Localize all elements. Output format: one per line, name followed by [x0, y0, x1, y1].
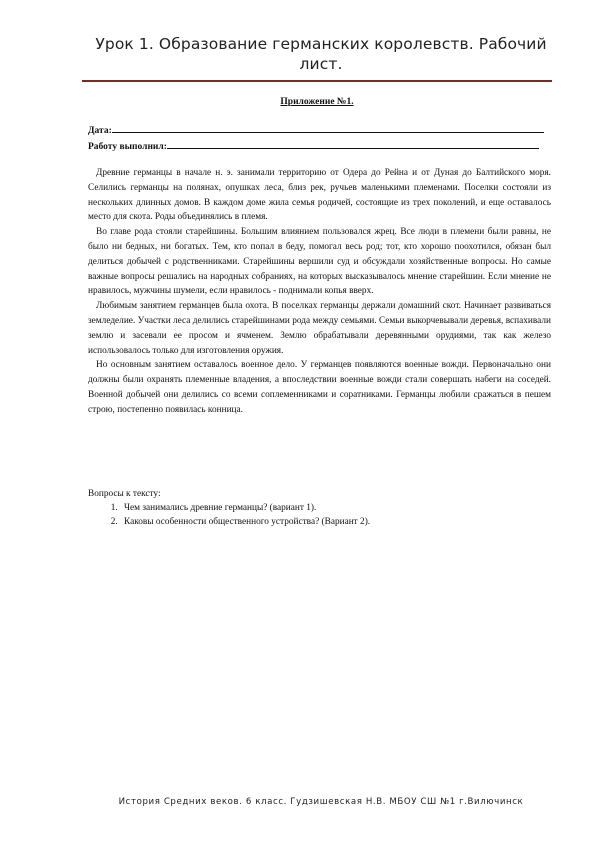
student-name-field	[88, 139, 539, 152]
paragraph: Любимым занятием германцев была охота. В поселках германцы держали домашний скот. Начинает развиваться земледелие. Участки леса делились старейшинами рода между семьями. Семьи выкорчевывали деревья, вспахивали землю и засевали ее просом и ячменем. Землю обрабатывали деревянными орудиями, так как железо использовалось только для изготовления оружия.	[88, 301, 551, 356]
date-field	[88, 123, 544, 136]
reading-text	[88, 166, 551, 418]
date-label: Дата:	[88, 126, 112, 136]
page-title: Урок 1. Образование германских королевств. Рабочий лист.	[95, 35, 547, 73]
questions-section	[88, 487, 551, 529]
date-fill-line[interactable]	[112, 123, 544, 133]
header-divider	[82, 80, 552, 82]
appendix-label: Приложение №1.	[280, 97, 354, 107]
page-footer: История Средних веков. 6 класс. Гудзишевская Н.В. МБОУ СШ №1 г.Вилючинск	[118, 797, 524, 807]
paragraph: Древние германцы в начале н. э. занимали территорию от Одера до Рейна и от Дуная до Балтийского моря. Селились германцы на полянах, опушках леса, близ рек, ручьев маленькими племенами. Поселки состояли из нескольких длинных домов. В каждом доме жила семья родичей, состоящие из трех поколений, и еще оставалось место для скота. Роды объединялись в племя.	[88, 168, 551, 223]
questions-heading: Вопросы к тексту:	[88, 489, 161, 499]
student-name-label: Работу выполнил:	[88, 142, 167, 152]
questions-list	[88, 501, 551, 529]
paragraph: Но основным занятием оставалось военное дело. У германцев появляются военные вожди. Первоначально они должны были охранять племенные владения, а впоследствии военные вожди стали совершать набеги на соседей. Военной добычей они делились со всеми соплеменниками и соратниками. Германцы любили сражаться в пешем строю, постепенно появилась конница.	[88, 360, 551, 415]
question-item: 1. Чем занимались древние германцы? (вариант 1).	[120, 501, 551, 515]
student-name-fill-line[interactable]	[167, 139, 539, 149]
paragraph: Во главе рода стояли старейшины. Большим влиянием пользовался жрец. Все люди в племени были равны, не было ни бедных, ни богатых. Тем, кто попал в беду, помогал весь род; тот, кто хорошо поохотился, обязан был делиться добычей с родственниками. Старейшины вершили суд и обсуждали хозяйственные вопросы. Но самые важные вопросы решались на народных собраниях, на которых высказывалось мнение старейшин. Если мнение не нравилось, мужчины шумели, если нравилось - поднимали копья вверх.	[88, 227, 551, 297]
question-item: 2. Каковы особенности общественного устройства? (Вариант 2).	[120, 515, 551, 529]
